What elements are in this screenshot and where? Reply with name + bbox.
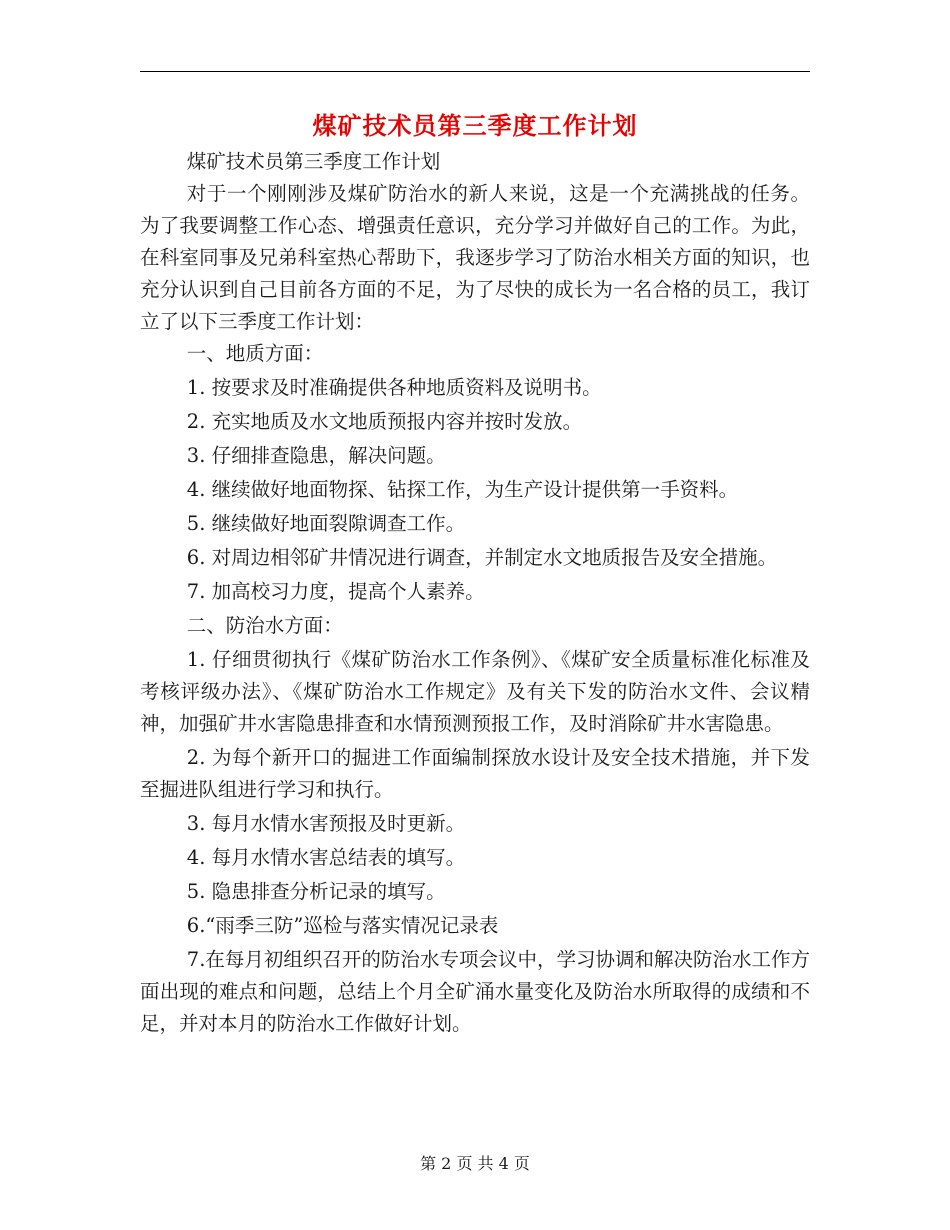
water-item-4: 4. 每月水情水害总结表的填写。	[186, 846, 466, 869]
water-item-3: 3. 每月水情水害预报及时更新。	[186, 812, 466, 835]
water-item-1: 1. 仔细贯彻执行《煤矿防治水工作条例》、《煤矿安全质量标准化标准及考核评级办法》、《煤矿防治水工作规定》及有关下发的防治水文件、会议精神，加强矿井水害隐患排查和水情预测预报工作，及时消除矿井水害隐患。	[140, 648, 810, 735]
geology-item-7: 7. 加高校习力度，提高个人素养。	[186, 580, 485, 603]
section-heading-geology: 一、地质方面：	[186, 342, 324, 365]
water-item-5: 5. 隐患排查分析记录的填写。	[186, 880, 446, 903]
header-rule	[140, 71, 810, 72]
document-title: 煤矿技术员第三季度工作计划	[312, 111, 638, 140]
water-item-6: 6.“雨季三防”巡检与落实情况记录表	[186, 914, 499, 937]
water-item-2: 2. 为每个新开口的掘进工作面编制探放水设计及安全技术措施，并下发至掘进队组进行学习和执行。	[140, 746, 810, 801]
geology-item-5: 5. 继续做好地面裂隙调查工作。	[186, 512, 466, 535]
geology-item-1: 1. 按要求及时准确提供各种地质资料及说明书。	[186, 376, 602, 399]
section-heading-water: 二、防治水方面：	[186, 614, 343, 637]
page-number-footer: 第 2 页 共 4 页	[420, 1154, 530, 1173]
geology-item-2: 2. 充实地质及水文地质预报内容并按时发放。	[186, 410, 583, 433]
geology-item-4: 4. 继续做好地面物探、钻探工作，为生产设计提供第一手资料。	[186, 478, 739, 501]
document-body	[140, 146, 810, 1040]
geology-item-6: 6. 对周边相邻矿井情况进行调查，并制定水文地质报告及安全措施。	[186, 546, 778, 569]
water-item-7: 7.在每月初组织召开的防治水专项会议中，学习协调和解决防治水工作方面出现的难点和问题，总结上个月全矿涌水量变化及防治水所取得的成绩和不足，并对本月的防治水工作做好计划。	[140, 948, 810, 1035]
intro-paragraph: 对于一个刚刚涉及煤矿防治水的新人来说，这是一个充满挑战的任务。为了我要调整工作心态、增强责任意识，充分学习并做好自己的工作。为此，在科室同事及兄弟科室热心帮助下，我逐步学习了防治水相关方面的知识，也充分认识到自己目前各方面的不足，为了尽快的成长为一名合格的员工，我订立了以下三季度工作计划：	[140, 182, 810, 333]
subtitle-paragraph: 煤矿技术员第三季度工作计划	[186, 150, 441, 173]
geology-item-3: 3. 仔细排查隐患，解决问题。	[186, 444, 446, 467]
